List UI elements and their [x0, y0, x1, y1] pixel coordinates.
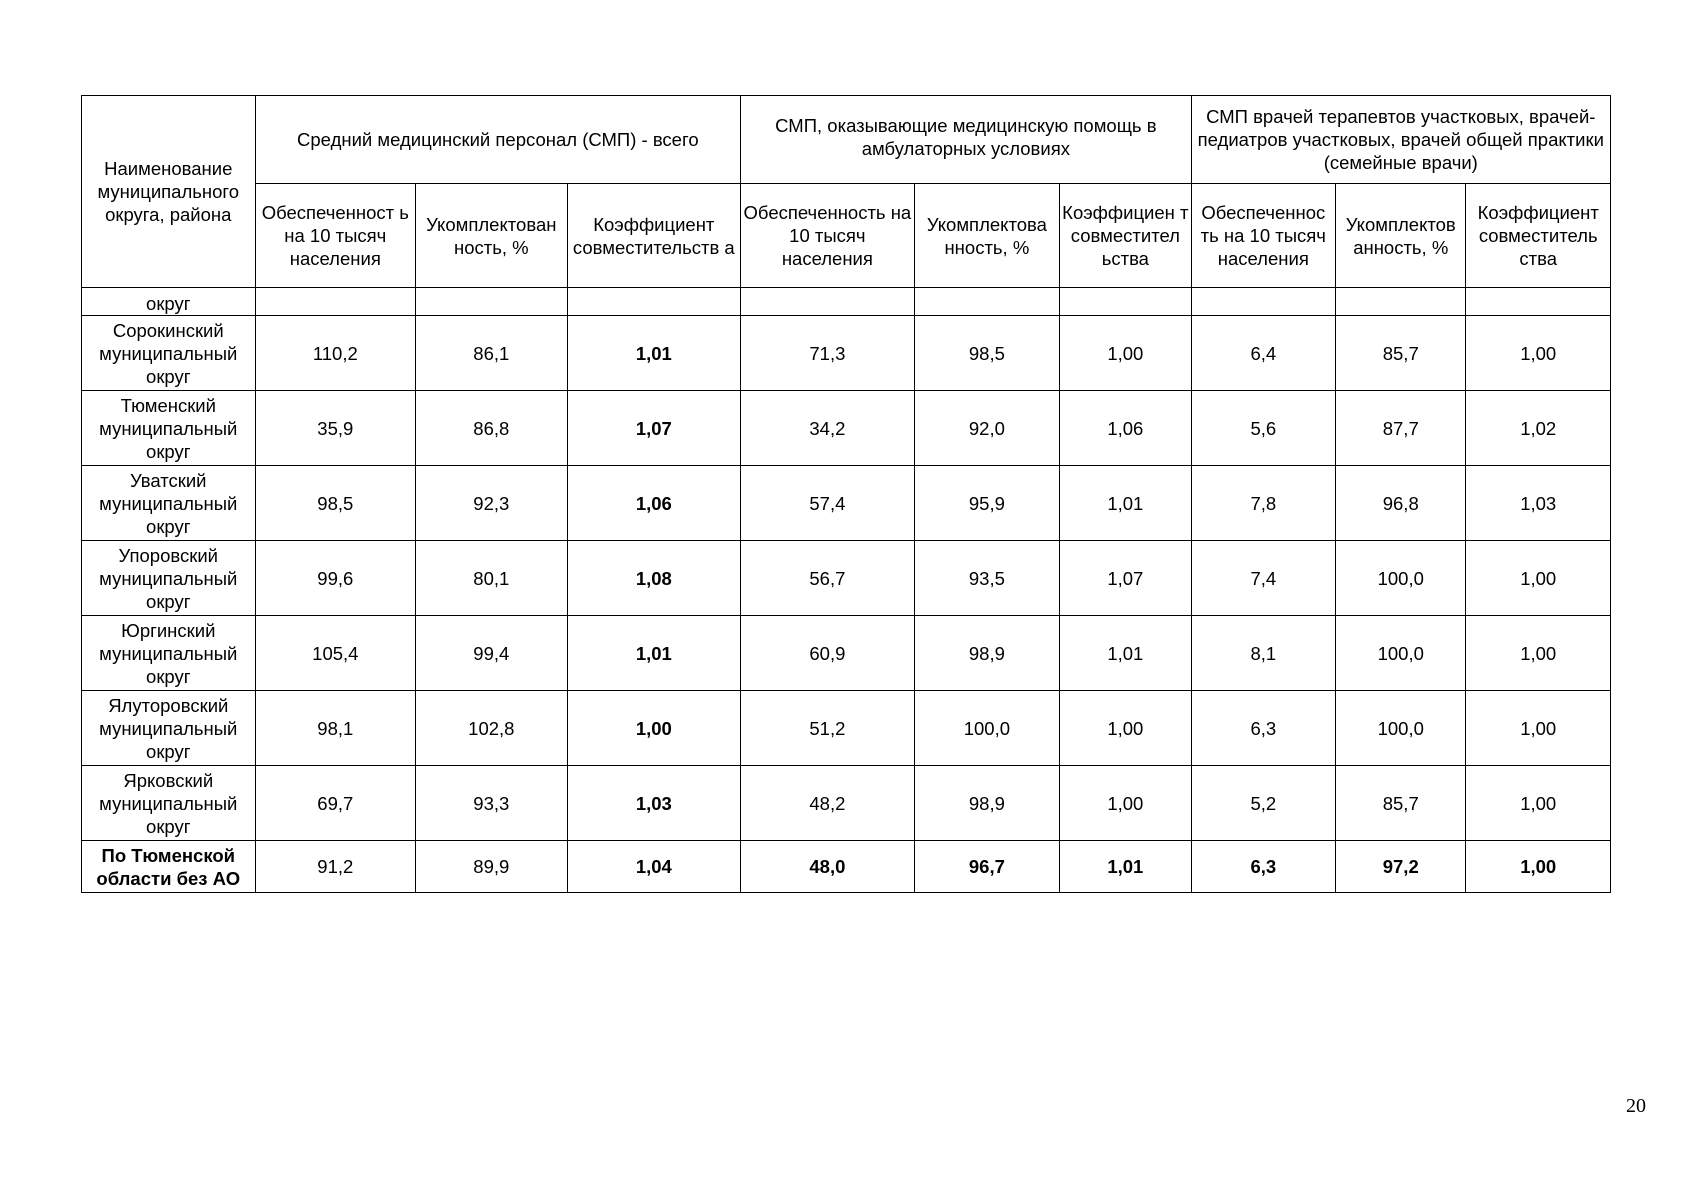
- sub-header-staffing-outpatient: Укомплектова нность, %: [914, 184, 1059, 288]
- table-row: [82, 616, 1611, 691]
- region-name-cell: Уватский муниципальный округ: [82, 466, 256, 541]
- value-cell: 1,03: [1466, 466, 1611, 541]
- value-cell: 100,0: [914, 691, 1059, 766]
- value-cell: 1,00: [1060, 316, 1191, 391]
- value-cell: 71,3: [741, 316, 915, 391]
- value-cell: 86,1: [416, 316, 567, 391]
- group-header-district-doctors: СМП врачей терапевтов участковых, врачей-педиатров участковых, врачей общей практики (семейные врачи): [1191, 96, 1610, 184]
- value-cell: 35,9: [255, 391, 416, 466]
- value-cell: 98,5: [914, 316, 1059, 391]
- region-name-cell: Сорокинский муниципальный округ: [82, 316, 256, 391]
- table-body: [82, 316, 1611, 841]
- sub-header-ratio-district: Коэффициент совместитель ства: [1466, 184, 1611, 288]
- value-cell: 100,0: [1336, 691, 1466, 766]
- value-cell: 1,07: [1060, 541, 1191, 616]
- value-cell: 85,7: [1336, 766, 1466, 841]
- value-cell: 99,6: [255, 541, 416, 616]
- total-value-cell: 1,01: [1060, 841, 1191, 893]
- sub-header-staffing-total: Укомплектован ность, %: [416, 184, 567, 288]
- value-cell: 100,0: [1336, 616, 1466, 691]
- empty-cell: [741, 288, 915, 316]
- value-cell: 110,2: [255, 316, 416, 391]
- value-cell: 1,00: [1466, 541, 1611, 616]
- value-cell: 1,08: [567, 541, 741, 616]
- sub-header-supply-total: Обеспеченност ь на 10 тысяч населения: [255, 184, 416, 288]
- region-name-cell: Упоровский муниципальный округ: [82, 541, 256, 616]
- value-cell: 98,1: [255, 691, 416, 766]
- value-cell: 105,4: [255, 616, 416, 691]
- value-cell: 1,00: [1060, 691, 1191, 766]
- value-cell: 69,7: [255, 766, 416, 841]
- total-value-cell: 91,2: [255, 841, 416, 893]
- group-header-total: Средний медицинский персонал (СМП) - всего: [255, 96, 741, 184]
- total-row-label: По Тюменской области без АО: [82, 841, 256, 893]
- continuation-label: округ: [82, 288, 256, 316]
- value-cell: 87,7: [1336, 391, 1466, 466]
- empty-cell: [416, 288, 567, 316]
- value-cell: 48,2: [741, 766, 915, 841]
- value-cell: 1,07: [567, 391, 741, 466]
- value-cell: 1,06: [1060, 391, 1191, 466]
- sub-header-ratio-total: Коэффициент совместительств а: [567, 184, 741, 288]
- value-cell: 5,6: [1191, 391, 1335, 466]
- group-header-outpatient: СМП, оказывающие медицинскую помощь в амбулаторных условиях: [741, 96, 1191, 184]
- empty-cell: [1336, 288, 1466, 316]
- empty-cell: [1466, 288, 1611, 316]
- value-cell: 1,01: [1060, 616, 1191, 691]
- sub-header-supply-outpatient: Обеспеченность на 10 тысяч населения: [741, 184, 915, 288]
- value-cell: 1,00: [1060, 766, 1191, 841]
- empty-cell: [1060, 288, 1191, 316]
- value-cell: 6,4: [1191, 316, 1335, 391]
- value-cell: 96,8: [1336, 466, 1466, 541]
- empty-cell: [1191, 288, 1335, 316]
- table-row: [82, 391, 1611, 466]
- total-row: [82, 841, 1611, 893]
- value-cell: 99,4: [416, 616, 567, 691]
- value-cell: 86,8: [416, 391, 567, 466]
- staffing-table: [81, 95, 1611, 893]
- value-cell: 60,9: [741, 616, 915, 691]
- value-cell: 98,9: [914, 766, 1059, 841]
- value-cell: 7,4: [1191, 541, 1335, 616]
- value-cell: 100,0: [1336, 541, 1466, 616]
- value-cell: 1,00: [1466, 766, 1611, 841]
- value-cell: 85,7: [1336, 316, 1466, 391]
- value-cell: 56,7: [741, 541, 915, 616]
- region-name-cell: Ярковский муниципальный округ: [82, 766, 256, 841]
- value-cell: 57,4: [741, 466, 915, 541]
- value-cell: 1,03: [567, 766, 741, 841]
- total-value-cell: 6,3: [1191, 841, 1335, 893]
- continuation-row: [82, 288, 1611, 316]
- total-value-cell: 97,2: [1336, 841, 1466, 893]
- region-name-cell: Ялуторовский муниципальный округ: [82, 691, 256, 766]
- value-cell: 1,00: [567, 691, 741, 766]
- table-row: [82, 316, 1611, 391]
- value-cell: 98,9: [914, 616, 1059, 691]
- region-name-cell: Тюменский муниципальный округ: [82, 391, 256, 466]
- value-cell: 6,3: [1191, 691, 1335, 766]
- empty-cell: [567, 288, 741, 316]
- value-cell: 5,2: [1191, 766, 1335, 841]
- value-cell: 95,9: [914, 466, 1059, 541]
- value-cell: 93,5: [914, 541, 1059, 616]
- value-cell: 8,1: [1191, 616, 1335, 691]
- total-value-cell: 1,00: [1466, 841, 1611, 893]
- sub-header-row: [82, 184, 1611, 288]
- value-cell: 98,5: [255, 466, 416, 541]
- value-cell: 1,01: [1060, 466, 1191, 541]
- group-header-row: [82, 96, 1611, 184]
- value-cell: 1,01: [567, 316, 741, 391]
- sub-header-supply-district: Обеспеченнос ть на 10 тысяч населения: [1191, 184, 1335, 288]
- value-cell: 1,01: [567, 616, 741, 691]
- empty-cell: [914, 288, 1059, 316]
- value-cell: 1,00: [1466, 316, 1611, 391]
- sub-header-ratio-outpatient: Коэффициен т совместител ьства: [1060, 184, 1191, 288]
- value-cell: 102,8: [416, 691, 567, 766]
- value-cell: 1,02: [1466, 391, 1611, 466]
- value-cell: 92,3: [416, 466, 567, 541]
- name-column-header: Наименование муниципального округа, района: [82, 96, 256, 288]
- total-value-cell: 1,04: [567, 841, 741, 893]
- total-value-cell: 48,0: [741, 841, 915, 893]
- table-row: [82, 691, 1611, 766]
- table-row: [82, 766, 1611, 841]
- value-cell: 51,2: [741, 691, 915, 766]
- total-value-cell: 96,7: [914, 841, 1059, 893]
- region-name-cell: Юргинский муниципальный округ: [82, 616, 256, 691]
- table-row: [82, 466, 1611, 541]
- value-cell: 1,00: [1466, 691, 1611, 766]
- empty-cell: [255, 288, 416, 316]
- total-value-cell: 89,9: [416, 841, 567, 893]
- value-cell: 92,0: [914, 391, 1059, 466]
- value-cell: 80,1: [416, 541, 567, 616]
- value-cell: 93,3: [416, 766, 567, 841]
- value-cell: 34,2: [741, 391, 915, 466]
- value-cell: 7,8: [1191, 466, 1335, 541]
- value-cell: 1,00: [1466, 616, 1611, 691]
- sub-header-staffing-district: Укомплектов анность, %: [1336, 184, 1466, 288]
- page-number: 20: [1626, 1095, 1646, 1117]
- table-row: [82, 541, 1611, 616]
- value-cell: 1,06: [567, 466, 741, 541]
